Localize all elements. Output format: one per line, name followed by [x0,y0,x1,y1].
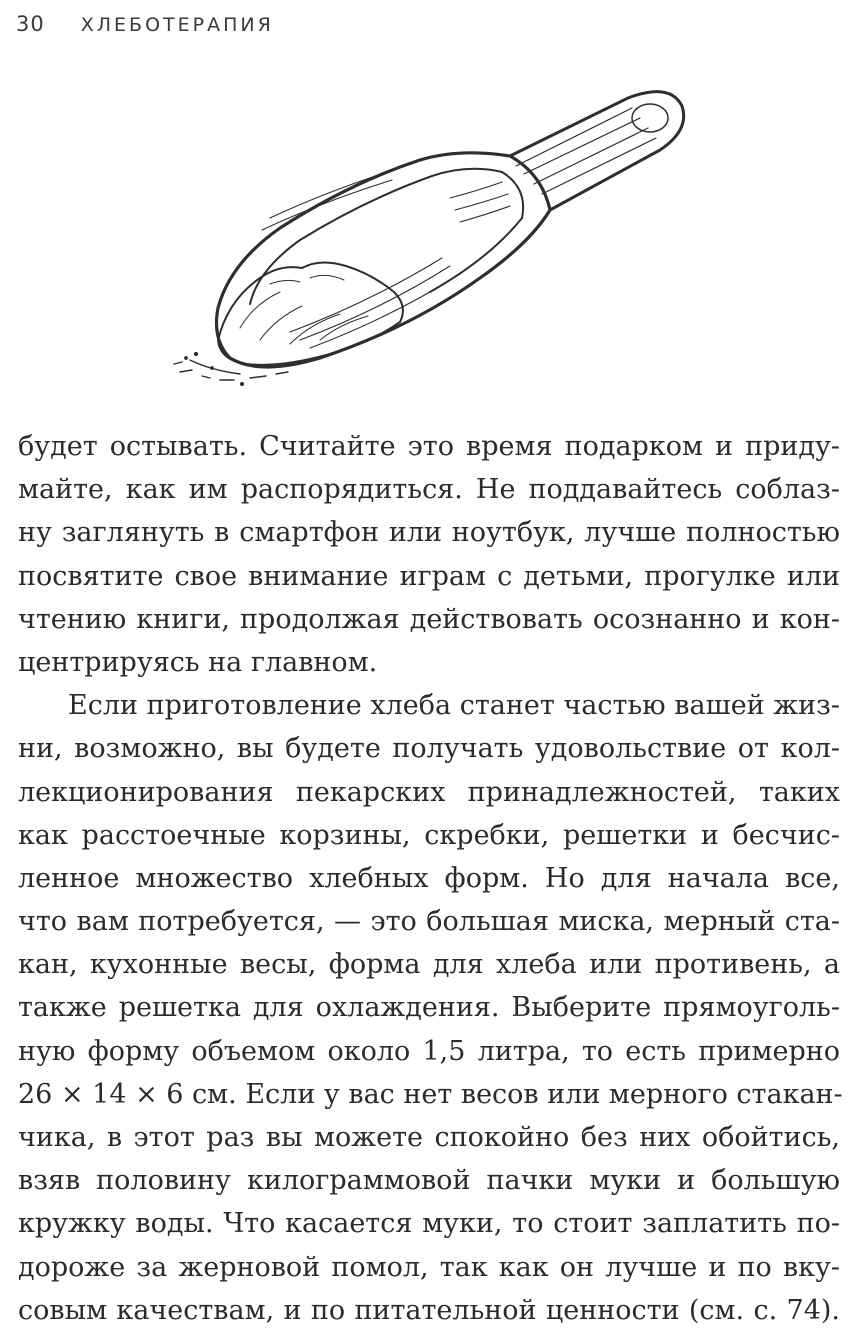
text-line: чтению книги, продолжая действовать осознанно и кон- [18,603,840,635]
text-line: кан, кухонные весы, форма для хлеба или противень, а [18,949,840,981]
text-line: Если приготовление хлеба станет частью вашей жиз- [68,690,840,722]
text-line: совым качествам, и по питательной ценности (см. с. 74). [18,1294,840,1326]
text-line: лекционирования пекарских принадлежностей, таких [18,776,840,808]
text-line: посвятите свое внимание играм с детьми, прогулке или [18,560,840,592]
body-text [18,425,843,1332]
scoop-with-flour-icon [150,78,710,398]
text-line: 26 × 14 × 6 см. Если у вас нет весов или мерного стакан- [18,1078,843,1110]
text-line: майте, как им распорядиться. Не поддавайтесь соблаз- [18,474,840,506]
text-line: дороже за жерновой помол, так как он лучше и по вку- [18,1251,840,1283]
running-title: ХЛЕБОТЕРАПИЯ [80,14,274,36]
text-line: ну заглянуть в смартфон или ноутбук, лучше полностью [18,517,840,549]
text-line: кружку воды. Что касается муки, то стоит заплатить по- [18,1208,840,1240]
text-line: ни, возможно, вы будете получать удовольствие от кол- [18,733,840,765]
text-line: будет остывать. Считайте это время подарком и приду- [18,431,840,462]
text-line: взяв половину килограммовой пачки муки и большую [18,1165,840,1197]
text-line: чика, в этот раз вы можете спокойно без них обойтись, [18,1122,840,1153]
text-line: ленное множество хлебных форм. Но для начала все, [18,862,840,894]
text-line: также решетка для охлаждения. Выберите прямоуголь- [18,992,840,1024]
text-line: как расстоечные корзины, скребки, решетки и бесчис- [18,819,840,851]
page-number: 30 [16,12,45,36]
text-line: ную форму объемом около 1,5 литра, то есть примерно [18,1035,840,1067]
text-line: что вам потребуется, — это большая миска, мерный ста- [18,906,840,938]
text-line: центрируясь на главном. [18,646,378,678]
running-head [16,12,274,36]
